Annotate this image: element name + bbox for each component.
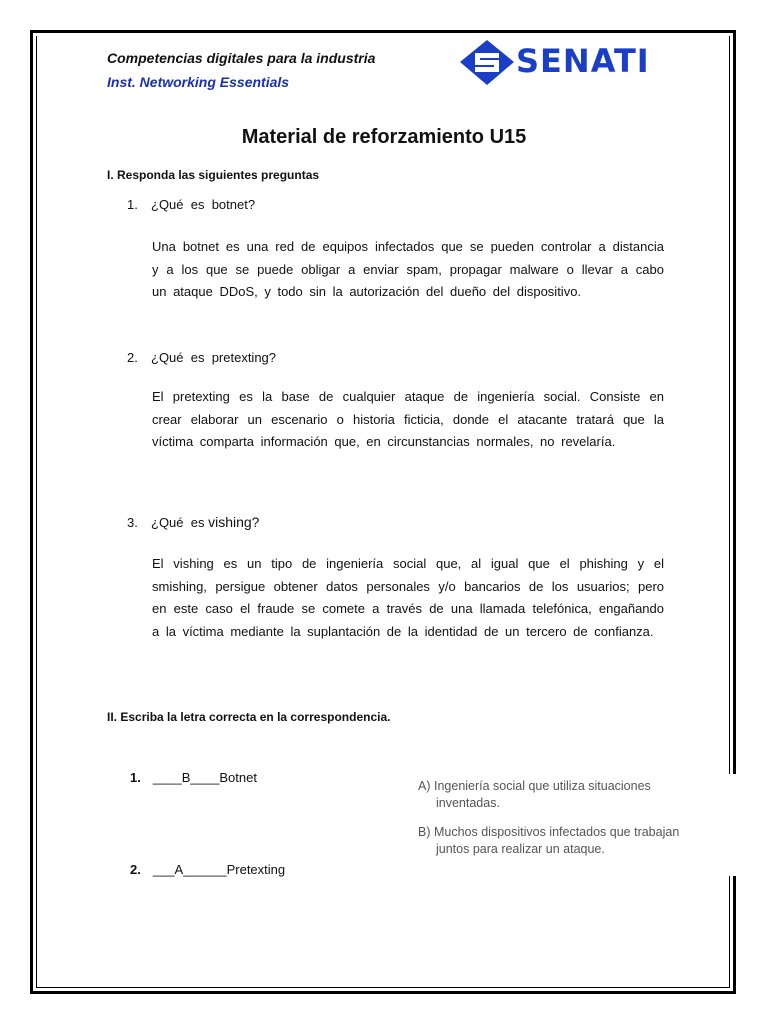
logo-wordmark: SENATI (516, 42, 650, 80)
question-number: 2. (127, 350, 138, 365)
page-border-right-bottom-inner (729, 876, 730, 988)
question-prefix: ¿Qué es (151, 515, 205, 530)
option-text-line1: Muchos dispositivos infectados que trabajan (433, 825, 680, 839)
question-number: 3. (127, 515, 138, 530)
match-blank: ____B____ (152, 770, 220, 785)
match-number: 1. (130, 770, 141, 785)
question-2 (127, 350, 276, 365)
match-item-2 (130, 862, 285, 877)
answer-3: El vishing es un tipo de ingeniería social que, al igual que el phishing y el smishing, persigue obtener datos personales y/o bancarios de los usuarios; pero en este caso el fraude se comete a través de una llamada telefónica, engañando a la víctima mediante la suplantación de la identidad de un tercero de confianza. (152, 556, 664, 639)
page-border-right-bottom (733, 876, 736, 994)
question-3 (127, 514, 259, 530)
option-b (418, 824, 718, 858)
option-letter: A) (418, 779, 431, 793)
option-text-line2: inventadas. (436, 796, 500, 810)
subject-name: Inst. Networking Essentials (107, 74, 290, 90)
question-text: ¿Qué es botnet? (151, 197, 256, 212)
match-number: 2. (130, 862, 141, 877)
match-blank: ___A______ (152, 862, 227, 877)
question-term: vishing? (208, 514, 260, 530)
option-a (418, 778, 718, 812)
option-letter: B) (418, 825, 431, 839)
match-term: Botnet (219, 770, 257, 785)
option-text-line1: Ingeniería social que utiliza situaciones (433, 779, 651, 793)
section-1-heading: I. Responda las siguientes preguntas (107, 168, 320, 182)
page-title: Material de reforzamiento U15 (241, 126, 527, 148)
question-number: 1. (127, 197, 138, 212)
match-term: Pretexting (226, 862, 286, 877)
answer-1: Una botnet es una red de equipos infectados que se pueden controlar a distancia y a los que se puede obligar a enviar spam, propagar malware o llevar a cabo un ataque DDoS, y todo sin la autorización del dueño del dispositivo. (152, 239, 664, 299)
match-item-1 (130, 770, 257, 785)
question-text: ¿Qué es pretexting? (151, 350, 277, 365)
question-1 (127, 197, 255, 212)
course-name: Competencias digitales para la industria (107, 50, 376, 66)
option-text-line2: juntos para realizar un ataque. (436, 842, 605, 856)
answer-2: El pretexting es la base de cualquier ataque de ingeniería social. Consiste en crear elaborar un escenario o historia ficticia, donde el atacante tratará que la víctima comparta información que, en circunstancias normales, no revelaría. (152, 389, 664, 449)
section-2-heading: II. Escriba la letra correcta en la correspondencia. (107, 710, 391, 724)
